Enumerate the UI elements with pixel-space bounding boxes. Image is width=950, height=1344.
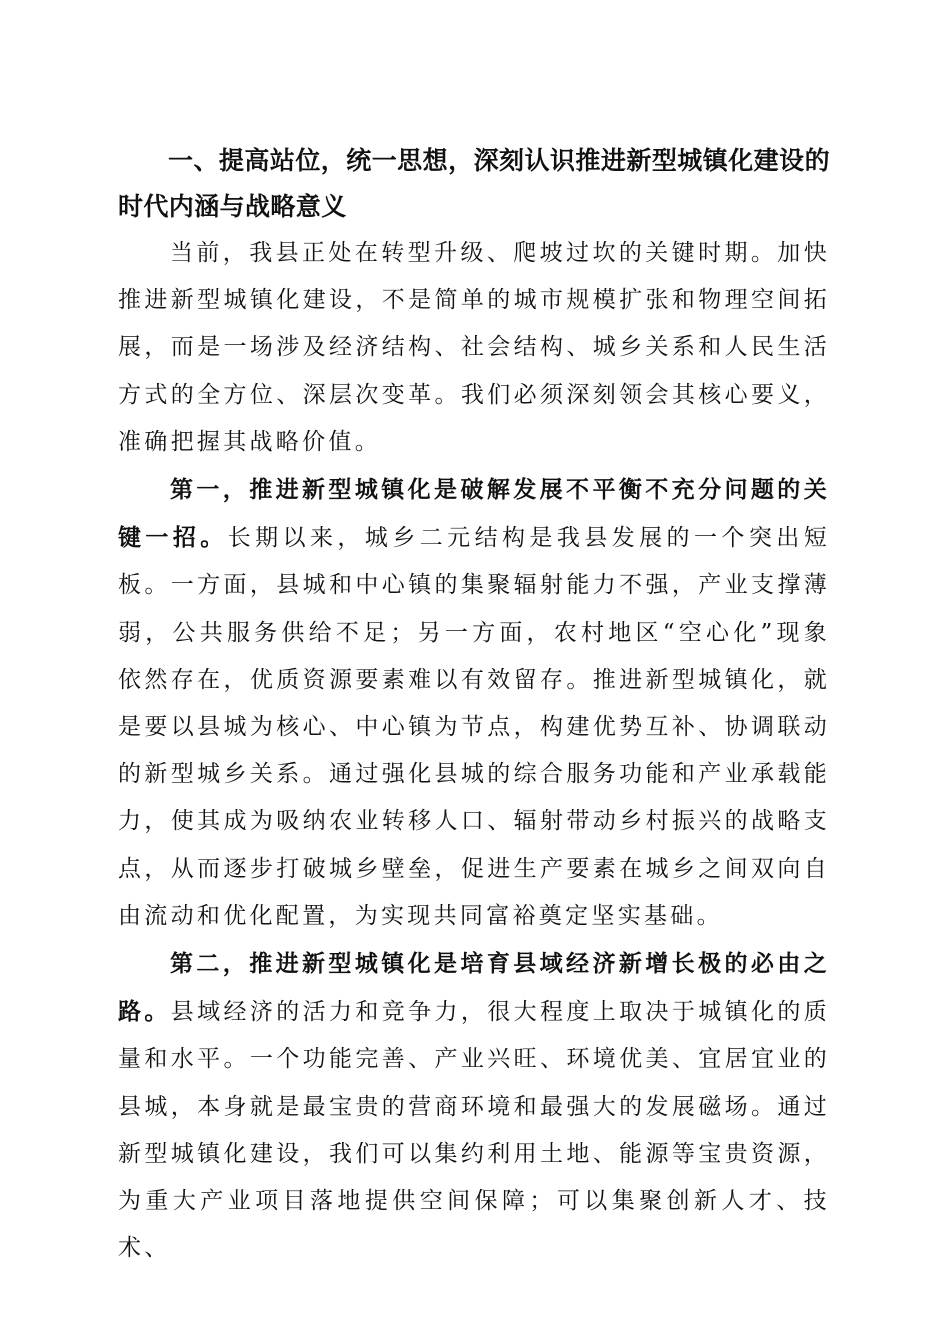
paragraph-first-point-lead: 第一，推进新型城镇化是破解发展不平衡不充分问题的关键一招。 (118, 476, 830, 552)
section-heading: 一、提高站位，统一思想，深刻认识推进新型城镇化建设的时代内涵与战略意义 (118, 146, 830, 221)
paragraph-first-point-text: 长期以来，城乡二元结构是我县发展的一个突出短板。一方面，县城和中心镇的集聚辐射能力不强，产业支撑薄弱，公共服务供给不足；另一方面，农村地区“空心化”现象依然存在，优质资源要素难以有效留存。推进新型城镇化，就是要以县城为核心、中心镇为节点，构建优势互补、协调联动的新型城乡关系。通过强化县城的综合服务功能和产业承载能力，使其成为吸纳农业转移人口、辐射带动乡村振兴的战略支点，从而逐步打破城乡壁垒，促进生产要素在城乡之间双向自由流动和优化配置，为实现共同富裕奠定坚实基础。 (118, 525, 830, 929)
paragraph-second-point-text: 县域经济的活力和竞争力，很大程度上取决于城镇化的质量和水平。一个功能完善、产业兴旺、环境优美、宜居宜业的县城，本身就是最宝贵的营商环境和最强大的发展磁场。通过新型城镇化建设，我们可以集约利用土地、能源等宝贵资源，为重大产业项目落地提供空间保障；可以集聚创新人才、技术、 (118, 999, 830, 1262)
document-body (118, 138, 830, 1272)
paragraph-second-point-lead: 第二，推进新型城镇化是培育县域经济新增长极的必由之路。 (118, 950, 830, 1026)
paragraph-intro-text: 当前，我县正处在转型升级、爬坡过坎的关键时期。加快推进新型城镇化建设，不是简单的城市规模扩张和物理空间拓展，而是一场涉及经济结构、社会结构、城乡关系和人民生活方式的全方位、深层次变革。我们必须深刻领会其核心要义，准确把握其战略价值。 (118, 240, 830, 455)
paragraph-second-point (118, 940, 830, 1272)
paragraph-first-point (118, 466, 830, 940)
paragraph-intro (118, 230, 830, 466)
